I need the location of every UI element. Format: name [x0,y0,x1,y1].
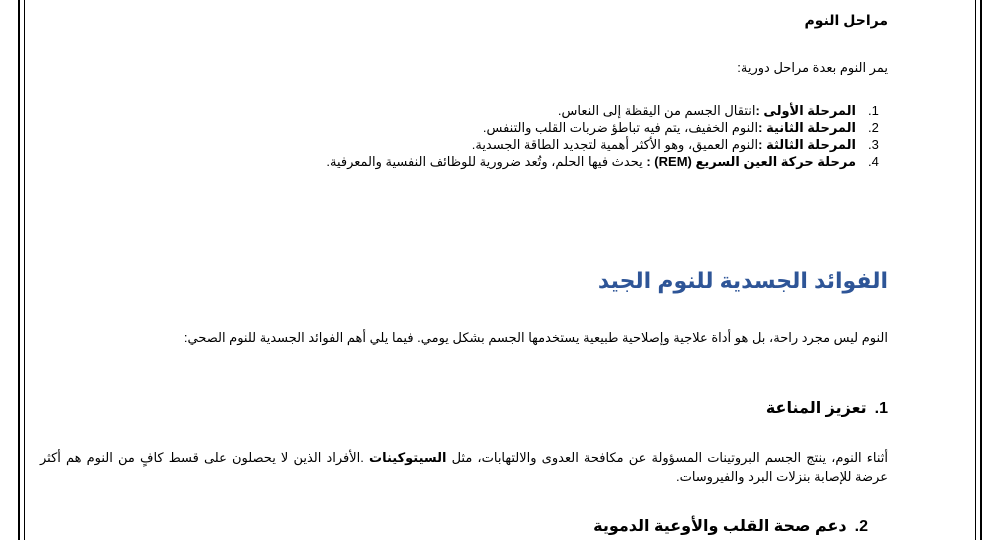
sleep-stages-intro: يمر النوم بعدة مراحل دورية: [737,60,888,75]
page-border-left-inner [24,0,25,540]
benefit-number: 2. [854,518,868,535]
page-border-right-outer [980,0,982,540]
stage-item-1 [148,102,888,119]
page-border-right-inner [975,0,976,540]
stage-label: المرحلة الأولى : [755,103,856,118]
stage-number: 3. [868,137,879,152]
benefit-paragraph-immunity [40,448,888,486]
stage-item-2 [148,119,888,136]
benefit-text-part: .الأفراد الذين لا يحصلون على قسط كافٍ من النوم هم أكثر عرضة للإصابة بنزلات البرد والفيروسات. [40,450,888,484]
document-page [40,0,888,540]
stage-label: مرحلة حركة العين السريع (REM) : [646,154,856,169]
stage-number: 1. [868,103,879,118]
stage-label: المرحلة الثالثة : [758,137,856,152]
stage-text: يحدث فيها الحلم، وتُعد ضرورية للوظائف النفسية والمعرفية. [326,154,647,169]
benefit-text-part: أثناء النوم، ينتج الجسم البروتينات المسؤولة عن مكافحة العدوى والالتهابات، مثل [446,450,888,465]
page-border-left-outer [18,0,20,540]
physical-benefits-intro: النوم ليس مجرد راحة، بل هو أداة علاجية وإصلاحية طبيعية يستخدمها الجسم بشكل يومي. فيما يلي أهم الفوائد الجسدية للنوم الصحي: [183,330,888,345]
benefit-title: تعزيز المناعة [765,400,867,417]
benefit-heading-heart [593,516,888,536]
benefit-heading-immunity [766,398,888,418]
stage-item-4 [148,153,888,170]
physical-benefits-heading: الفوائد الجسدية للنوم الجيد [597,268,888,293]
stage-text: النوم الخفيف، يتم فيه تباطؤ ضربات القلب والتنفس. [482,120,759,135]
stage-text: النوم العميق، وهو الأكثر أهمية لتجديد الطاقة الجسدية. [471,137,759,152]
benefit-title: دعم صحة القلب والأوعية الدموية [593,518,847,535]
benefit-text-bold: السيتوكينات [369,450,447,465]
benefit-number: 1. [874,400,888,417]
stage-item-3 [148,136,888,153]
stage-number: 4. [868,154,879,169]
stage-number: 2. [868,120,879,135]
sleep-stages-heading: مراحل النوم [804,12,888,28]
stage-text: انتقال الجسم من اليقظة إلى النعاس. [557,103,756,118]
stage-label: المرحلة الثانية : [758,120,856,135]
sleep-stages-list [148,102,888,170]
